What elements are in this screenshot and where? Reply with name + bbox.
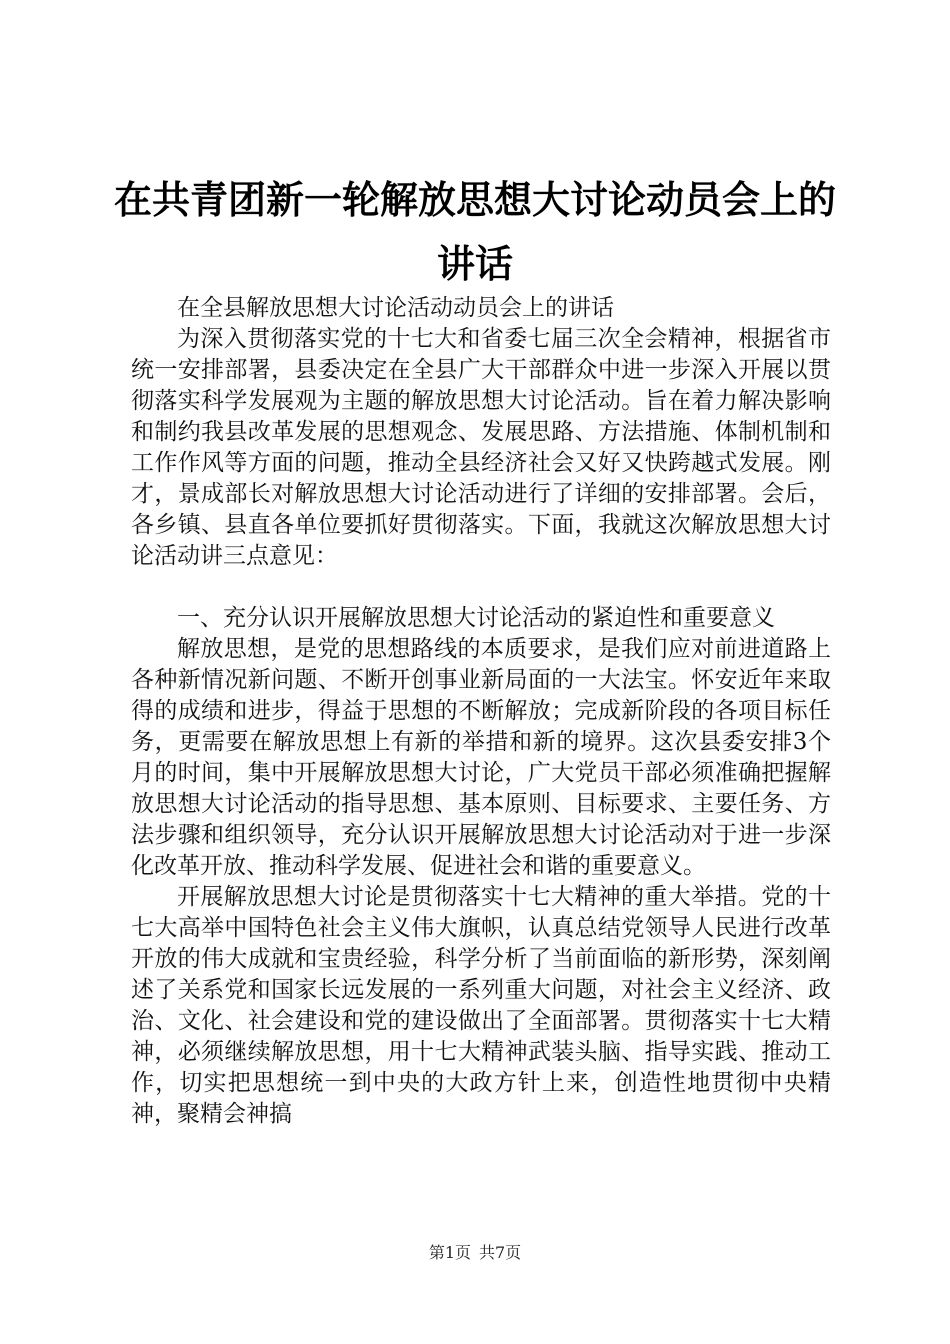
page-total: 共7页 bbox=[479, 1243, 522, 1262]
document-body bbox=[131, 293, 831, 1130]
body-paragraph: 解放思想，是党的思想路线的本质要求，是我们应对前进道路上各种新情况新问题、不断开创事业新局面的一大法宝。怀安近年来取得的成绩和进步，得益于思想的不断解放；完成新阶段的各项目标任务，更需要在解放思想上有新的举措和新的境界。这次县委安排3个月的时间，集中开展解放思想大讨论，广大党员干部必须准确把握解放思想大讨论活动的指导思想、基本原则、目标要求、主要任务、方法步骤和组织领导，充分认识开展解放思想大讨论活动对于进一步深化改革开放、推动科学发展、促进社会和谐的重要意义。 bbox=[131, 636, 831, 879]
intro-paragraph: 为深入贯彻落实党的十七大和省委七届三次全会精神，根据省市统一安排部署，县委决定在全县广大干部群众中进一步深入开展以贯彻落实科学发展观为主题的解放思想大讨论活动。旨在着力解决影响和制约我县改革发展的思想观念、发展思路、方法措施、体制机制和工作作风等方面的问题，推动全县经济社会又好又快跨越式发展。刚才，景成部长对解放思想大讨论活动进行了详细的安排部署。会后，各乡镇、县直各单位要抓好贯彻落实。下面，我就这次解放思想大讨论活动讲三点意见： bbox=[131, 326, 831, 569]
page-footer bbox=[0, 1242, 950, 1264]
section-heading: 一、充分认识开展解放思想大讨论活动的紧迫性和重要意义 bbox=[177, 605, 775, 631]
subtitle-paragraph: 在全县解放思想大讨论活动动员会上的讲话 bbox=[177, 295, 614, 321]
body-paragraph: 开展解放思想大讨论是贯彻落实十七大精神的重大举措。党的十七大高举中国特色社会主义伟大旗帜，认真总结党领导人民进行改革开放的伟大成就和宝贵经验，科学分析了当前面临的新形势，深刻阐述了关系党和国家长远发展的一系列重大问题，对社会主义经济、政治、文化、社会建设和党的建设做出了全面部署。贯彻落实十七大精神，必须继续解放思想，用十七大精神武装头脑、指导实践、推动工作，切实把思想统一到中央的大政方针上来，创造性地贯彻中央精神，聚精会神搞 bbox=[131, 884, 831, 1127]
paragraph-spacer bbox=[131, 572, 831, 603]
page-number: 第1页 bbox=[428, 1243, 471, 1262]
document-title: 在共青团新一轮解放思想大讨论动员会上的讲话 bbox=[113, 178, 836, 286]
